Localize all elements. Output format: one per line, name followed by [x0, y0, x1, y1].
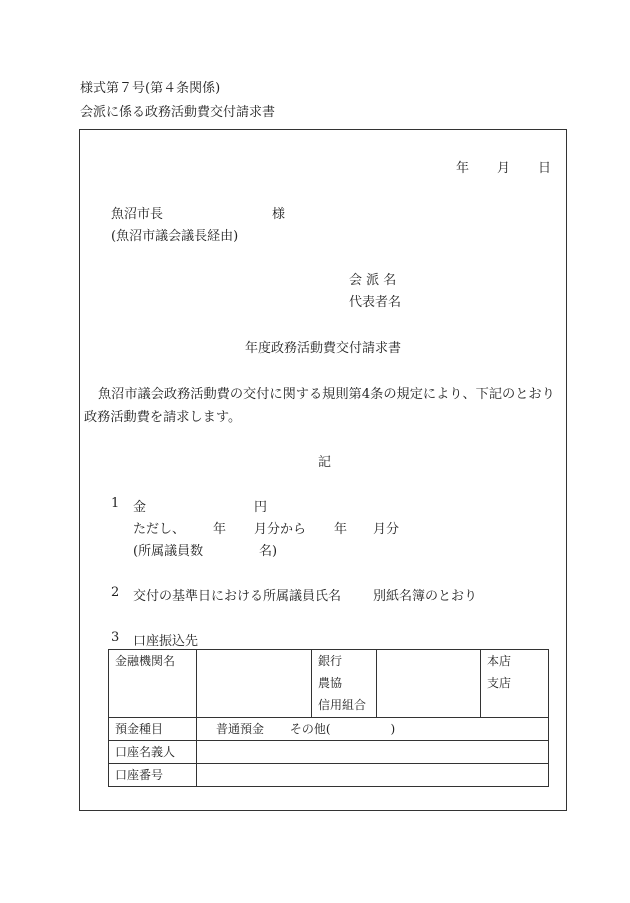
institution-type-bank: 銀行	[318, 654, 343, 668]
institution-type-cell	[312, 650, 377, 718]
date-day-label: 日	[538, 161, 552, 176]
item2-text: 交付の基準日における所属議員氏名	[133, 589, 342, 604]
table-row	[109, 741, 549, 764]
branch-type-cell	[481, 650, 549, 718]
table-row	[109, 718, 549, 741]
item1-year2: 年	[334, 522, 348, 537]
item1-members-prefix: (所属議員数	[133, 544, 204, 559]
item1-year1: 年	[213, 522, 227, 537]
item2-note: 別紙名簿のとおり	[373, 589, 478, 604]
form-number: 様式第７号(第４条関係)	[80, 81, 221, 96]
item1-month-from: 月分から	[254, 522, 307, 537]
deposit-type-label: 預金種目	[109, 718, 197, 741]
branch-type-main: 本店	[487, 654, 512, 668]
branch-type-branch: 支店	[487, 676, 512, 690]
institution-name-cell	[197, 650, 312, 718]
account-number-value	[197, 764, 549, 787]
table-row	[109, 650, 549, 718]
table-row	[109, 764, 549, 787]
body-text-line1: 魚沼市議会政務活動費の交付に関する規則第4条の規定により、下記のとおり	[98, 387, 555, 402]
deposit-type-value	[197, 718, 549, 741]
addressee-via: (魚沼市議会議長経由)	[111, 229, 239, 244]
body-text-line2: 政務活動費を請求します。	[84, 410, 242, 425]
item3-text: 口座振込先	[133, 634, 199, 649]
addressee-name: 魚沼市長	[111, 207, 164, 222]
form-title: 会派に係る政務活動費交付請求書	[80, 105, 276, 120]
date-year-label: 年	[456, 161, 470, 176]
addressee-honorific: 様	[272, 207, 286, 222]
institution-label: 金融機関名	[109, 650, 197, 718]
item2-number: 2	[111, 585, 120, 600]
item1-unit: 円	[254, 500, 268, 515]
account-holder-label: 口座名義人	[109, 741, 197, 764]
institution-type-credit: 信用組合	[318, 698, 367, 712]
account-table	[108, 649, 549, 787]
account-holder-value	[197, 741, 549, 764]
date-month-label: 月	[497, 161, 511, 176]
account-number-label: 口座番号	[109, 764, 197, 787]
representative-label: 代表者名	[349, 295, 402, 310]
item1-month-to: 月分	[373, 522, 400, 537]
branch-name-cell	[377, 650, 481, 718]
faction-name-label: 会 派 名	[349, 273, 397, 288]
item1-period-prefix: ただし、	[133, 522, 186, 537]
item1-number: 1	[111, 496, 120, 511]
document-title: 年度政務活動費交付請求書	[245, 341, 402, 356]
item3-number: 3	[111, 630, 120, 645]
item1-members-suffix: 名)	[259, 544, 278, 559]
institution-type-agri: 農協	[318, 676, 343, 690]
deposit-ordinary: 普通預金	[216, 722, 265, 736]
item1-label: 金	[133, 500, 147, 515]
ki-heading: 記	[318, 455, 332, 470]
deposit-other: その他( )	[289, 722, 396, 736]
